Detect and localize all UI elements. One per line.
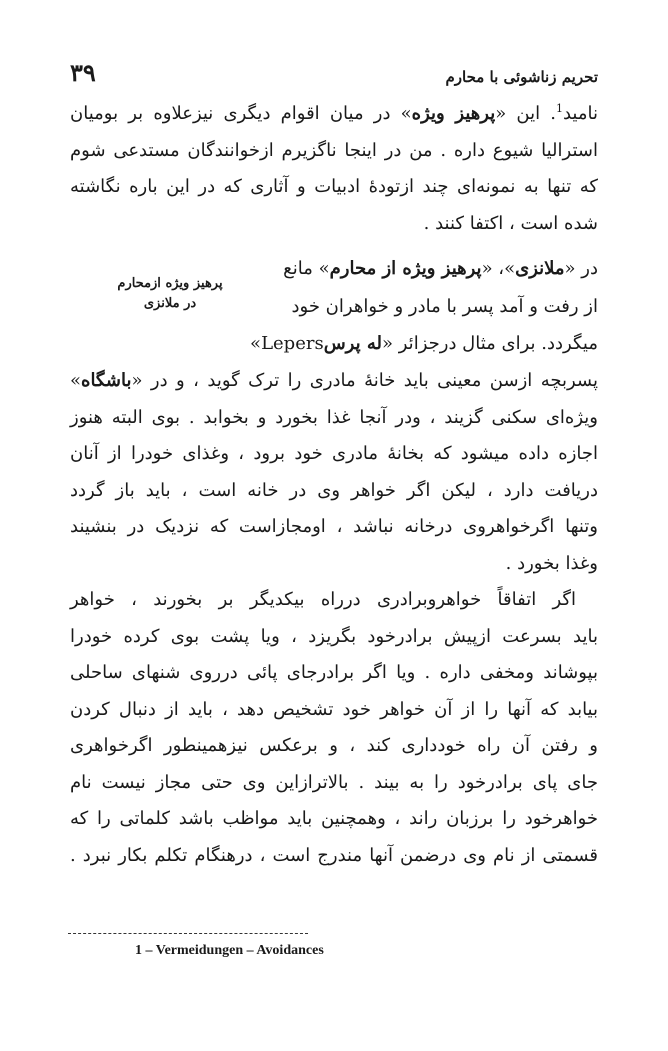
text-line: و رفتن آن راه خودداری کند ، و برعکس نیزهمینطور اگرخواهری xyxy=(70,735,598,756)
text-line: نامید$^1$. این «پرهیز ویژه» در میان اقوام دیگری نیزعلاوه بر بومیان xyxy=(70,102,598,124)
text-line: که تنها به نمونه‌ای چند ازتودهٔ ادبیات و آثاری که در این باره نگاشته xyxy=(70,176,598,197)
text-line: میگردد. برای مثال درجزائر «له پرسLepers» xyxy=(250,333,598,354)
footnote: 1 – Vermeidungen – Avoidances xyxy=(135,943,324,958)
text-line: اجازه داده میشود که بخانهٔ مادری خود برود ، وغذای خودرا از آنان xyxy=(70,443,598,464)
text-line: اگر اتفاقاً خواهروبرادری درراه بیکدیگر بر بخورند ، خواهر xyxy=(70,589,576,610)
text-line: وغذا بخورد . xyxy=(505,552,598,574)
text-line: جای پای برادرخود را به بیند . بالاترازاین وی حتی مجاز نیست نام xyxy=(70,771,598,793)
text-line: از رفت و آمد پسر با مادر و خواهران خود xyxy=(291,295,598,317)
text-line: ویژه‌ای سکنی گزیند ، ودر آنجا غذا بخورد و بخوابد . بوی البته هنوز xyxy=(70,406,598,428)
text-line: استرالیا شیوع داره . من در اینجا ناگزیرم ازخوانندگان مستدعی شوم xyxy=(70,139,598,161)
text-line: وتنها اگرخواهروی درخانه نباشد ، اومجازاست که نزدیک در بنشیند xyxy=(70,516,598,537)
page-number: ۳۹ xyxy=(70,58,96,87)
text-line: باید بسرعت ازپیش برادرخود بگریزد ، ویا پشت بوی کرده خودرا xyxy=(70,625,598,647)
side-heading-block xyxy=(70,250,598,363)
page-header xyxy=(70,58,598,92)
text-line: دریافت دارد ، لیکن اگر خواهر وی در خانه است ، باید باز گردد xyxy=(70,479,598,501)
text-line: پسربچه ازسن معینی باید خانهٔ مادری را ترک گوید ، و در «باشگاه» xyxy=(70,370,598,391)
body-text xyxy=(70,96,598,874)
text-line: در «ملانزی»، «پرهیز ویژه از محارم» مانع xyxy=(283,258,598,279)
text-line: خواهرخود را برزبان راند ، وهمچنین باید مواظب باشد کلماتی را که xyxy=(70,808,598,829)
text-line: قسمتی از نام وی درضمن آنها مندرج است ، درهنگام تکلم بکار نبرد . xyxy=(70,844,598,866)
text-line: بیابد که آنها را از آن خواهر خود تشخیص دهد ، باید از دنبال کردن xyxy=(70,698,598,720)
text-line: بپوشاند ومخفی داره . ویا اگر برادرجای پائی درروی شنهای ساحلی xyxy=(70,662,598,683)
side-heading: پرهیز ویژه ازمحارم در ملانزی xyxy=(117,276,223,311)
footnote-marker: 1 xyxy=(555,102,563,115)
text-line: شده است ، اکتفا کنند . xyxy=(423,212,598,234)
running-title: تحریم زناشوئی با محارم xyxy=(445,68,598,86)
footnote-separator xyxy=(68,933,308,934)
